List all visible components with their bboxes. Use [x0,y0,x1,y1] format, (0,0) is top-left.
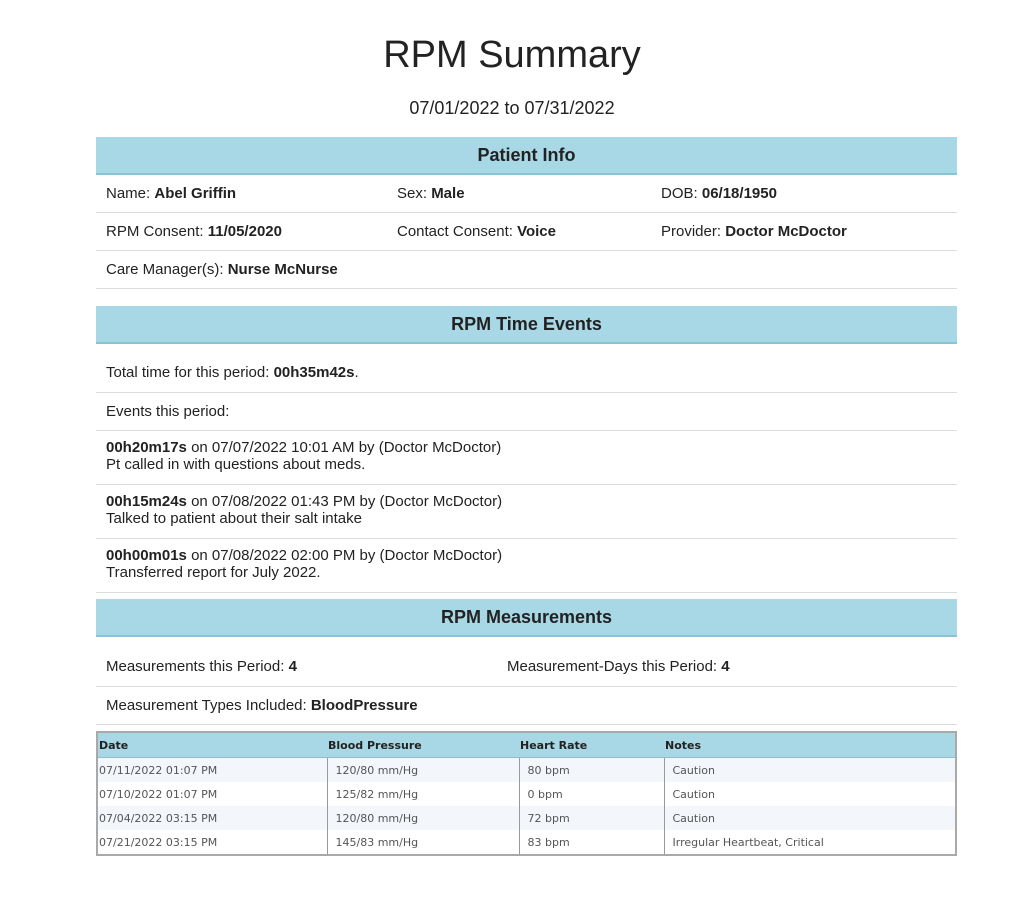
event-note: Talked to patient about their salt intake [106,510,362,527]
measurement-types [106,687,418,724]
cell-date: 07/10/2022 01:07 PM [99,787,218,801]
events-label: Events this period: [106,403,230,420]
patient-sex [397,175,465,212]
report-title: RPM Summary [383,34,641,76]
measurement-days-value: 4 [721,658,730,675]
report-date-range: 07/01/2022 to 07/31/2022 [409,98,615,118]
total-time-label: Total time for this period: [106,364,270,381]
patient-info-row-3 [96,251,957,289]
table-row [97,758,956,783]
care-manager-label: Care Manager(s): [106,261,224,278]
cell-notes: Irregular Heartbeat, Critical [664,830,956,855]
column-header-blood-pressure: Blood Pressure [327,732,519,758]
cell-notes: Caution [664,806,956,830]
column-header-date: Date [97,732,327,758]
cell-blood-pressure: 125/82 mm/Hg [327,782,519,806]
cell-blood-pressure: 120/80 mm/Hg [327,806,519,830]
provider [661,213,847,250]
patient-name-value: Abel Griffin [154,185,237,202]
event-detail: on 07/08/2022 02:00 PM by (Doctor McDoctor) [186,547,503,564]
event-note: Pt called in with questions about meds. [106,456,366,473]
patient-dob-value: 06/18/1950 [701,185,777,202]
patient-info-row-1 [96,175,957,213]
event-header [106,493,957,510]
measurements-section [96,599,957,725]
rpm-consent [106,213,282,250]
cell-heart-rate: 72 bpm [519,806,664,830]
cell-notes: Caution [664,758,956,783]
column-header-notes: Notes [664,732,956,758]
cell-blood-pressure: 120/80 mm/Hg [327,758,519,783]
column-header-heart-rate: Heart Rate [519,732,664,758]
patient-info-row-2 [96,213,957,251]
measurements-table [96,731,957,856]
rpm-consent-value: 11/05/2020 [207,223,282,240]
cell-heart-rate: 80 bpm [519,758,664,783]
patient-info-header: Patient Info [96,137,957,175]
cell-notes: Caution [664,782,956,806]
time-events-header: RPM Time Events [96,306,957,344]
event-header [106,547,957,564]
provider-value: Doctor McDoctor [725,223,847,240]
patient-name-label: Name: [106,185,151,202]
time-events-section [96,306,957,593]
events-label-row [96,393,957,431]
event-item [96,539,957,593]
measurement-counts-row [96,637,957,687]
event-duration: 00h00m01s [106,547,187,564]
event-duration: 00h15m24s [106,493,187,510]
measurement-types-label: Measurement Types Included: [106,697,307,714]
patient-dob [661,175,777,212]
cell-date: 07/04/2022 03:15 PM [97,806,327,830]
total-time-value: 00h35m42s [273,364,355,381]
measurement-days-label: Measurement-Days this Period: [507,658,718,675]
total-time-row [96,344,957,393]
measurement-types-value: BloodPressure [310,697,418,714]
event-detail: on 07/08/2022 01:43 PM by (Doctor McDoctor) [186,493,503,510]
table-row [97,830,956,855]
measurement-count-value: 4 [288,658,297,675]
table-row [97,782,956,806]
contact-consent-value: Voice [517,223,556,240]
event-note: Transferred report for July 2022. [106,564,321,581]
table-header-row [97,732,956,758]
care-manager [106,251,338,288]
cell-date: 07/11/2022 01:07 PM [97,758,327,783]
contact-consent [397,213,556,250]
cell-date: 07/21/2022 03:15 PM [99,835,218,849]
table-row [97,806,956,830]
measurement-types-row [96,687,957,725]
event-duration: 00h20m17s [106,439,187,456]
patient-info-section [96,137,957,289]
care-manager-value: Nurse McNurse [227,261,338,278]
event-item [96,485,957,539]
patient-sex-label: Sex: [397,185,428,202]
cell-heart-rate: 0 bpm [519,782,664,806]
cell-heart-rate: 83 bpm [519,830,664,855]
provider-label: Provider: [661,223,722,240]
patient-name [106,175,236,212]
measurement-count-label: Measurements this Period: [106,658,285,675]
total-time-suffix: . [354,364,359,381]
rpm-consent-label: RPM Consent: [106,223,204,240]
cell-blood-pressure: 145/83 mm/Hg [327,830,519,855]
patient-sex-value: Male [431,185,465,202]
measurements-header: RPM Measurements [96,599,957,637]
event-item [96,431,957,485]
patient-dob-label: DOB: [661,185,698,202]
event-header [106,439,957,456]
event-detail: on 07/07/2022 10:01 AM by (Doctor McDoctor) [186,439,502,456]
contact-consent-label: Contact Consent: [397,223,513,240]
